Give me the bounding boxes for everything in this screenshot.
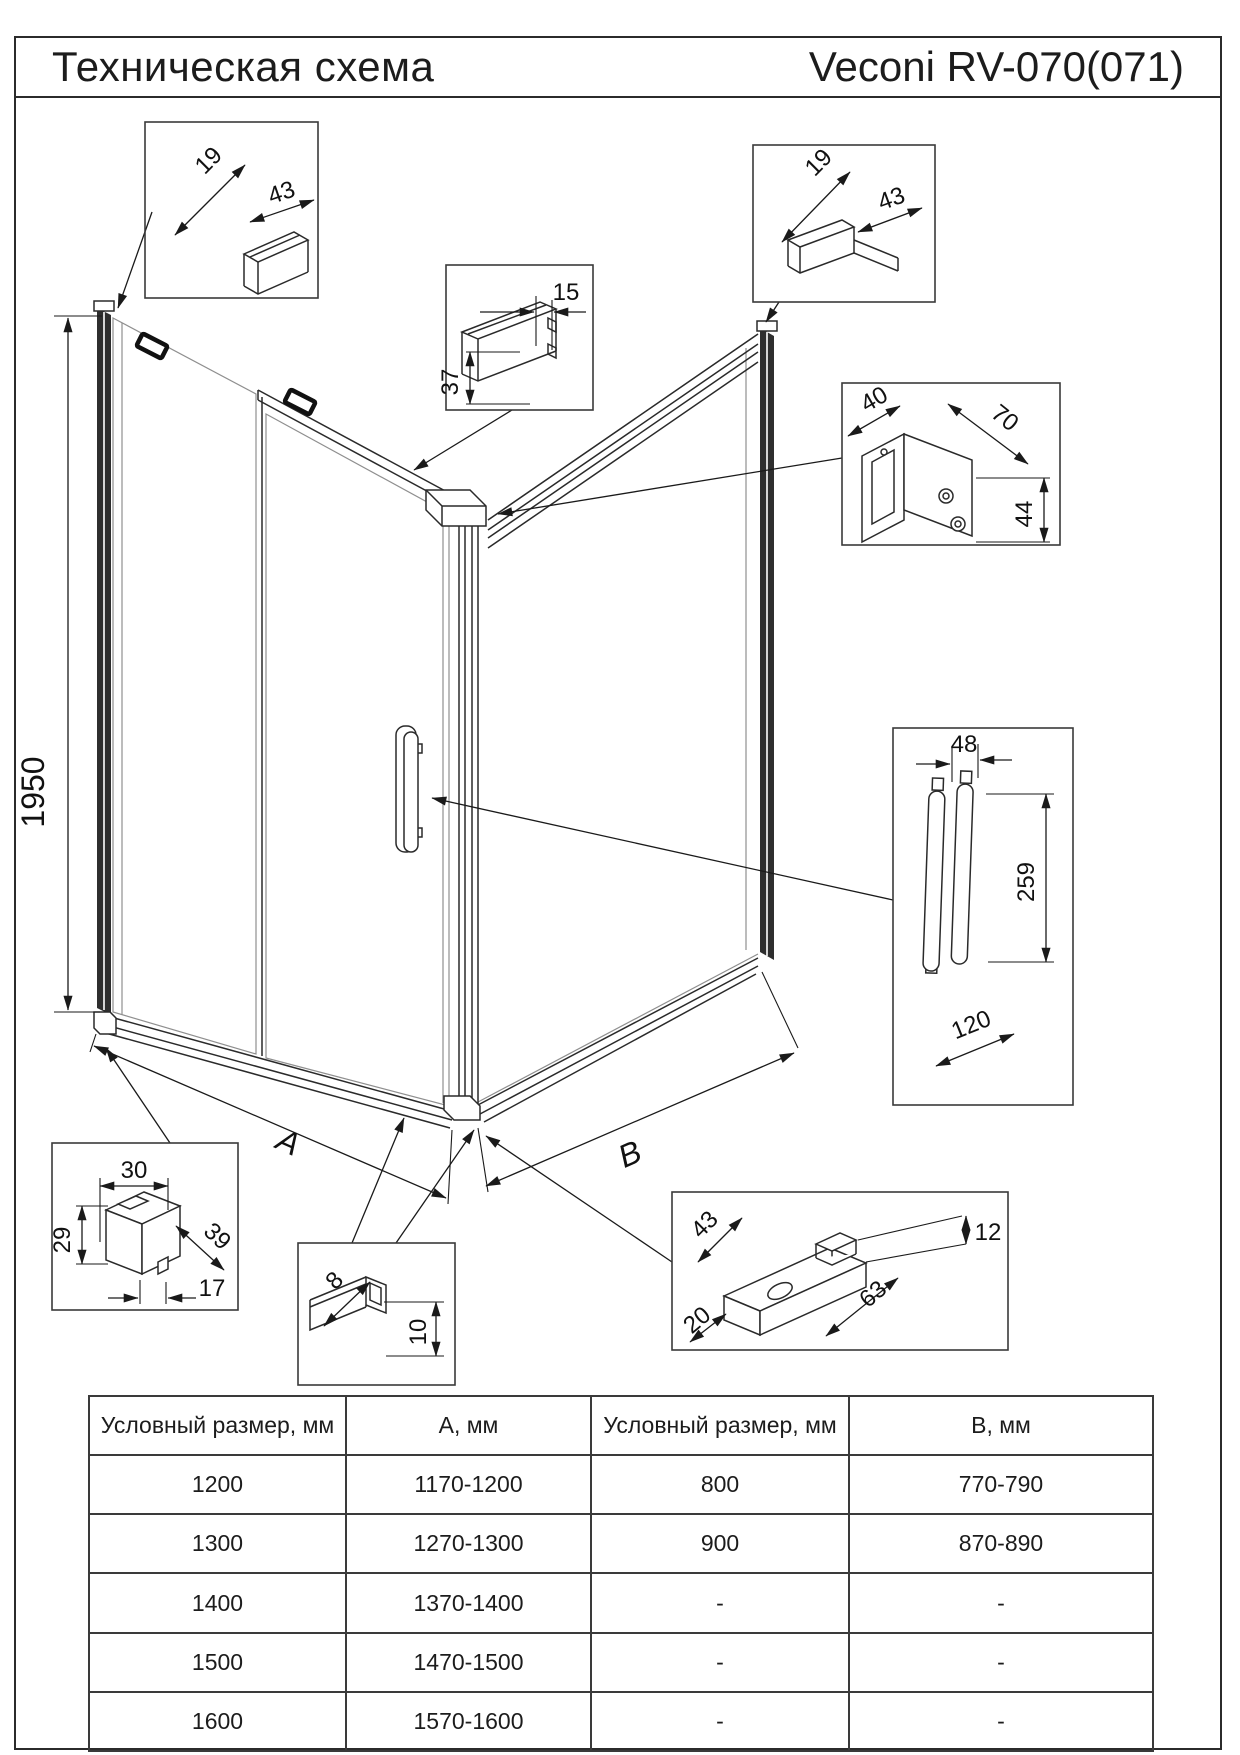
dim-label: 120 bbox=[947, 1005, 995, 1046]
table-header-row bbox=[89, 1396, 1153, 1455]
table-cell: 1600 bbox=[89, 1692, 346, 1751]
table-row bbox=[89, 1514, 1153, 1573]
callout-handle bbox=[893, 728, 1073, 1105]
table-cell: - bbox=[591, 1633, 849, 1692]
dim-label: 30 bbox=[120, 1157, 148, 1184]
frame-profiles bbox=[102, 334, 758, 1128]
table-row bbox=[89, 1692, 1153, 1751]
callout-wall-profile-right bbox=[753, 144, 935, 302]
table-cell: - bbox=[849, 1633, 1153, 1692]
dim-label: 43 bbox=[874, 181, 909, 217]
dim-label: 12 bbox=[974, 1219, 1002, 1246]
wall-profile-left-cap bbox=[94, 301, 114, 311]
sizes-table bbox=[88, 1395, 1154, 1752]
dim-label: 39 bbox=[198, 1217, 237, 1256]
callout-floor-guide bbox=[672, 1192, 1008, 1350]
table-cell: 770-790 bbox=[849, 1455, 1153, 1514]
table-cell: 1300 bbox=[89, 1514, 346, 1573]
table-cell: 900 bbox=[591, 1514, 849, 1573]
dim-height-1950: 1950 bbox=[15, 756, 51, 828]
table-header-cell: Условный размер, мм bbox=[591, 1396, 849, 1455]
table-cell: 1170-1200 bbox=[346, 1455, 591, 1514]
dim-width-b: B bbox=[612, 1133, 647, 1175]
callout-leaders bbox=[106, 212, 893, 1262]
dim-label: 43 bbox=[685, 1205, 724, 1244]
table-cell: 870-890 bbox=[849, 1514, 1153, 1573]
dim-label: 44 bbox=[1011, 500, 1038, 528]
table-cell: 1200 bbox=[89, 1455, 346, 1514]
door-handle bbox=[396, 726, 422, 852]
table-cell: 800 bbox=[591, 1455, 849, 1514]
table-cell: 1370-1400 bbox=[346, 1573, 591, 1632]
dim-label: 15 bbox=[552, 279, 580, 306]
wall-profiles bbox=[94, 301, 777, 1015]
glass-panels bbox=[113, 318, 758, 1106]
table-cell: 1270-1300 bbox=[346, 1514, 591, 1573]
table-row bbox=[89, 1573, 1153, 1632]
glass-clamps bbox=[136, 333, 315, 414]
callout-wall-bracket bbox=[49, 1143, 238, 1310]
table-cell: 1570-1600 bbox=[346, 1692, 591, 1751]
dim-label: 17 bbox=[198, 1275, 226, 1302]
callout-top-bar-profile bbox=[437, 265, 593, 410]
table-header-cell: В, мм bbox=[849, 1396, 1153, 1455]
table-cell: - bbox=[591, 1573, 849, 1632]
table-cell: 1400 bbox=[89, 1573, 346, 1632]
model-title: Veconi RV-070(071) bbox=[808, 43, 1184, 90]
table-cell: 1500 bbox=[89, 1633, 346, 1692]
table-row bbox=[89, 1455, 1153, 1514]
table-row bbox=[89, 1633, 1153, 1692]
dim-label: 37 bbox=[437, 368, 464, 396]
dim-label: 259 bbox=[1013, 861, 1040, 903]
dim-label: 19 bbox=[799, 143, 838, 182]
wall-profile-right-cap bbox=[757, 321, 777, 331]
table-header-cell: А, мм bbox=[346, 1396, 591, 1455]
table-cell: - bbox=[849, 1573, 1153, 1632]
dim-label: 43 bbox=[264, 175, 299, 211]
dim-label: 19 bbox=[189, 141, 228, 180]
dim-label: 29 bbox=[49, 1226, 76, 1254]
dim-label: 20 bbox=[678, 1301, 717, 1340]
corner-hardware bbox=[94, 490, 486, 1120]
dim-label: 10 bbox=[405, 1318, 432, 1346]
callout-bottom-rail bbox=[298, 1243, 455, 1385]
dim-label: 8 bbox=[320, 1266, 349, 1295]
dim-label: 63 bbox=[854, 1275, 893, 1314]
callout-wall-profile-left bbox=[145, 122, 318, 298]
table-cell: - bbox=[591, 1692, 849, 1751]
table-header-cell: Условный размер, мм bbox=[89, 1396, 346, 1455]
dim-label: 70 bbox=[985, 399, 1024, 438]
page-title: Техническая схема bbox=[52, 43, 435, 90]
dim-label: 40 bbox=[855, 381, 893, 418]
dim-width-a: A bbox=[271, 1121, 306, 1163]
table-cell: - bbox=[849, 1692, 1153, 1751]
table-cell: 1470-1500 bbox=[346, 1633, 591, 1692]
dim-label: 48 bbox=[950, 731, 978, 758]
callout-corner-bracket bbox=[842, 381, 1060, 545]
